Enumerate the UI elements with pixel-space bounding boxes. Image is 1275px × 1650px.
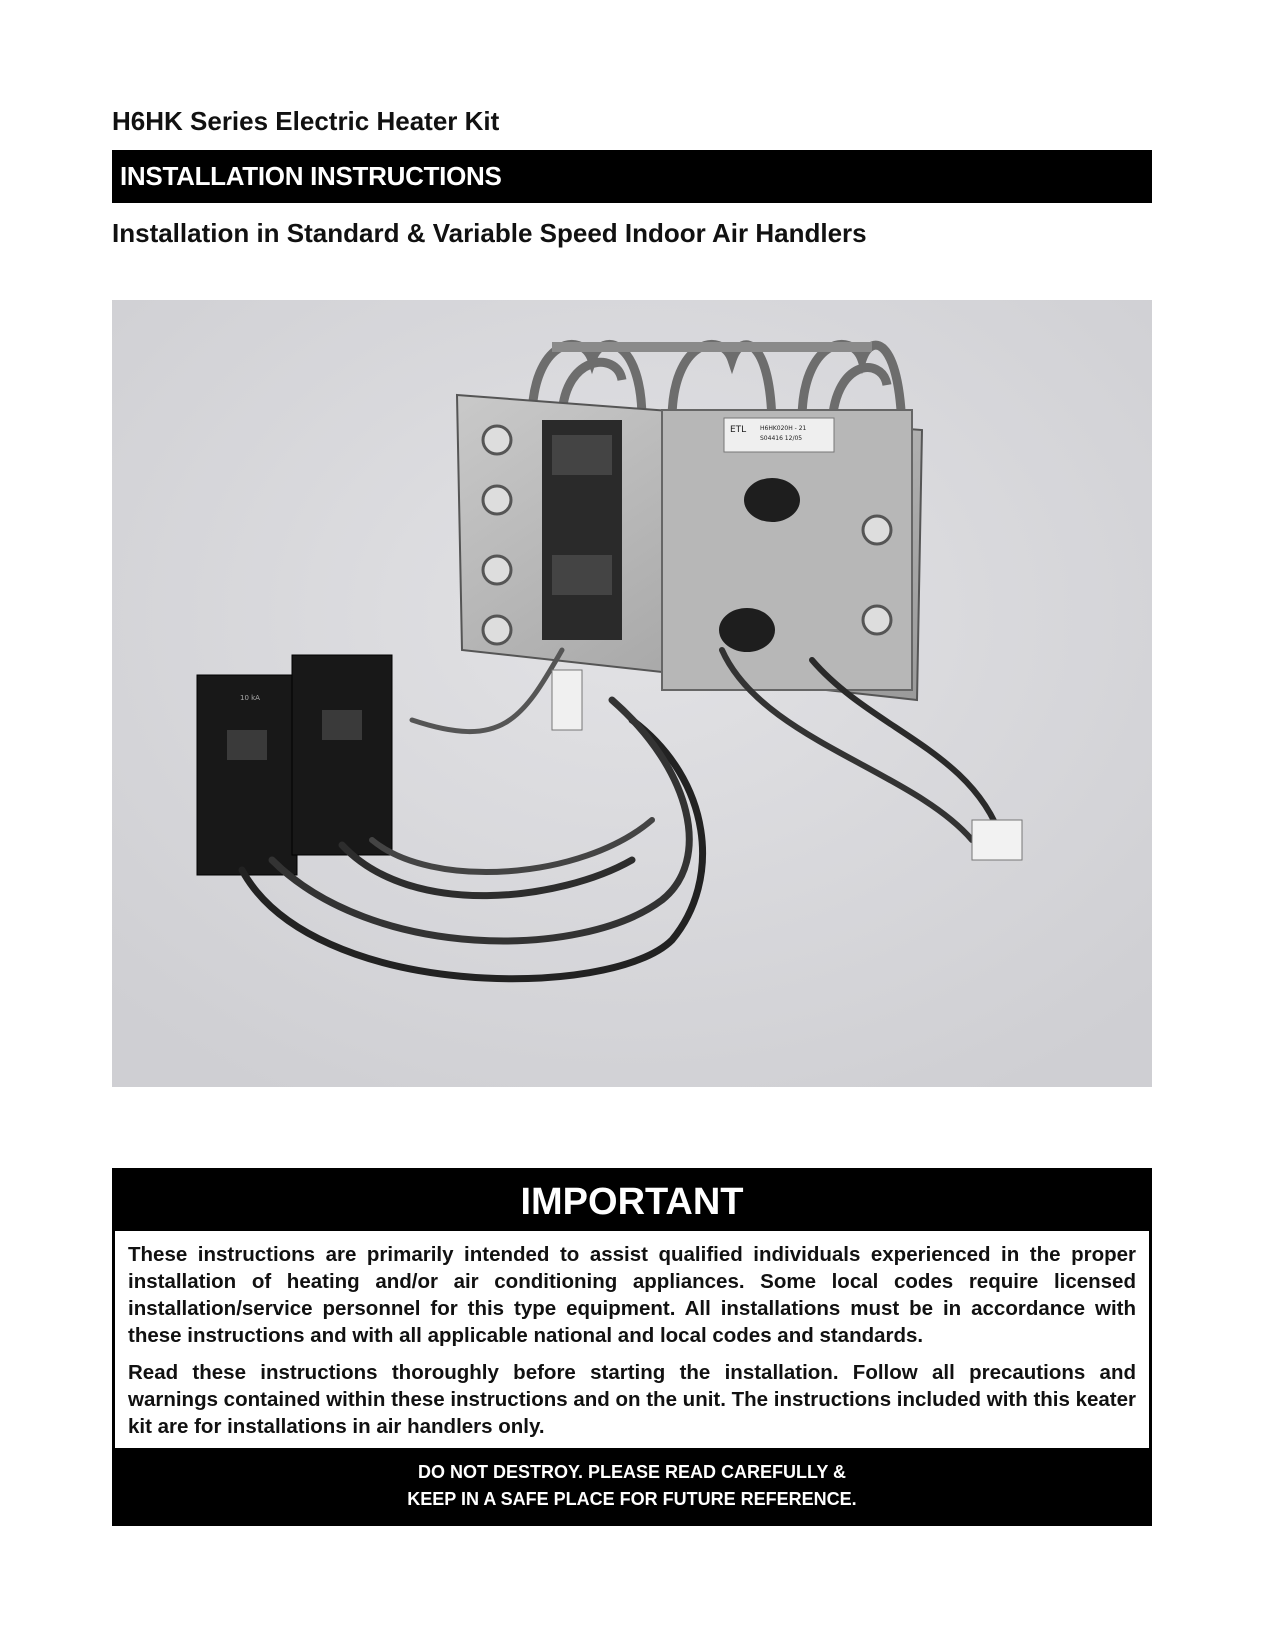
important-notice	[112, 1168, 1152, 1526]
serial-label: S04416 12/05	[760, 435, 803, 442]
footer-line-2: KEEP IN A SAFE PLACE FOR FUTURE REFERENCE.	[407, 1489, 857, 1509]
circuit-breakers	[197, 655, 392, 875]
document-title: H6HK Series Electric Heater Kit	[112, 106, 500, 136]
plug-connector	[552, 670, 582, 730]
important-body	[115, 1231, 1149, 1440]
important-paragraph-2: Read these instructions thoroughly before starting the installation. Follow all precautions and warnings contained within these instructions and on the unit. The instructions included with this keater kit are for installations in air handlers only.	[128, 1361, 1137, 1438]
coil-support-rod	[552, 342, 872, 352]
breaker-rating-label: 10 kA	[240, 694, 260, 702]
heater-mounting-plate	[457, 395, 922, 700]
etl-mark: ETL	[730, 425, 747, 435]
section-banner: INSTALLATION INSTRUCTIONS	[112, 150, 1152, 203]
model-label: H6HK020H - 21	[760, 425, 807, 432]
heater-kit-illustration	[112, 300, 1152, 1087]
footer-line-1: DO NOT DESTROY. PLEASE READ CAREFULLY &	[417, 1462, 847, 1482]
heater-kit-photo	[112, 300, 1152, 1087]
etl-label	[724, 418, 834, 452]
relay-block	[542, 420, 622, 640]
important-paragraph-1: These instructions are primarily intended to assist qualified individuals experienced in the proper installation of heating and/or air conditioning appliances. Some local codes require licensed installation/service personnel for this type equipment. All installations must be in accordance with these instructions and with all applicable national and local codes and standards.	[128, 1243, 1136, 1347]
document-subtitle: Installation in Standard & Variable Speed Indoor Air Handlers	[112, 218, 867, 248]
important-footer	[115, 1448, 1149, 1523]
important-heading: IMPORTANT	[115, 1171, 1149, 1231]
thermostat-connector	[972, 820, 1022, 860]
